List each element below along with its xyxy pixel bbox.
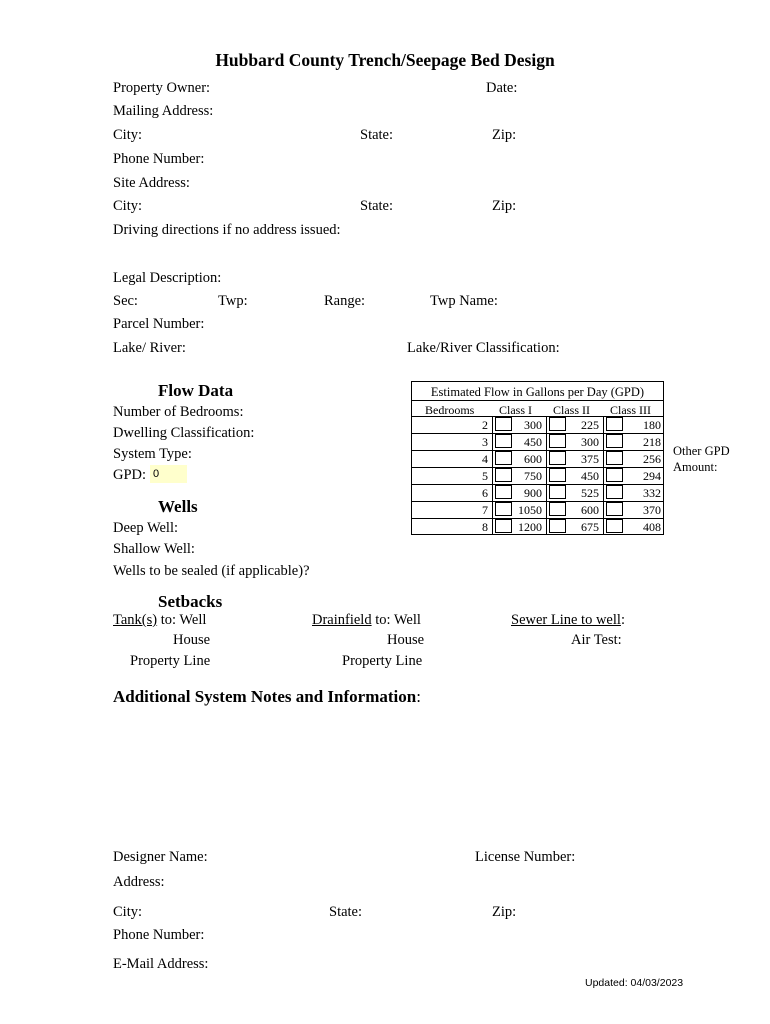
wells-sealed-label: Wells to be sealed (if applicable)? xyxy=(113,563,310,579)
designer-city-label: City: xyxy=(113,904,143,920)
site-zip-label: Zip: xyxy=(492,198,517,214)
table-row: 6 900 525 332 xyxy=(412,484,663,501)
tank-setback-property-label: Property Line xyxy=(130,653,211,669)
dwelling-classification-label: Dwelling Classification: xyxy=(113,425,255,441)
class-ii-checkbox[interactable] xyxy=(549,468,566,482)
class-ii-checkbox[interactable] xyxy=(549,434,566,448)
air-test-label: Air Test: xyxy=(571,632,622,648)
other-gpd-amount-label: Other GPD Amount: xyxy=(673,444,730,474)
sewer-line-to-well-label: Sewer Line to well: xyxy=(511,612,625,628)
mailing-address-label: Mailing Address: xyxy=(113,103,214,119)
class-i-checkbox[interactable] xyxy=(495,417,512,431)
table-row: 4 600 375 256 xyxy=(412,450,663,467)
col-header-bedrooms: Bedrooms xyxy=(425,403,475,417)
class-ii-checkbox[interactable] xyxy=(549,502,566,516)
drainfield-setback-property-label: Property Line xyxy=(342,653,423,669)
class-i-checkbox[interactable] xyxy=(495,485,512,499)
class-ii-checkbox[interactable] xyxy=(549,519,566,533)
designer-address-label: Address: xyxy=(113,874,165,890)
parcel-number-label: Parcel Number: xyxy=(113,316,205,332)
zip-label: Zip: xyxy=(492,127,517,143)
col-header-class-i: Class I xyxy=(499,403,532,417)
state-label: State: xyxy=(360,127,394,143)
class-iii-checkbox[interactable] xyxy=(606,519,623,533)
class-iii-checkbox[interactable] xyxy=(606,485,623,499)
drainfield-setback-well-label: Drainfield to: Well xyxy=(312,612,421,628)
class-ii-checkbox[interactable] xyxy=(549,485,566,499)
class-ii-checkbox[interactable] xyxy=(549,417,566,431)
property-owner-label: Property Owner: xyxy=(113,80,211,96)
updated-date: Updated: 04/03/2023 xyxy=(585,977,684,989)
additional-notes-heading: Additional System Notes and Information: xyxy=(113,687,421,706)
twp-label: Twp: xyxy=(218,293,248,309)
table-row: 2 300 225 180 xyxy=(412,416,663,433)
designer-email-label: E-Mail Address: xyxy=(113,956,209,972)
lake-river-label: Lake/ River: xyxy=(113,340,186,356)
legal-description-label: Legal Description: xyxy=(113,270,222,286)
flow-data-heading: Flow Data xyxy=(158,381,234,400)
class-i-checkbox[interactable] xyxy=(495,502,512,516)
bedrooms-label: Number of Bedrooms: xyxy=(113,404,244,420)
class-ii-checkbox[interactable] xyxy=(549,451,566,465)
system-type-label: System Type: xyxy=(113,446,192,462)
table-row: 5 750 450 294 xyxy=(412,467,663,484)
designer-phone-label: Phone Number: xyxy=(113,927,205,943)
site-state-label: State: xyxy=(360,198,394,214)
class-i-checkbox[interactable] xyxy=(495,451,512,465)
class-iii-checkbox[interactable] xyxy=(606,502,623,516)
lake-river-classification-label: Lake/River Classification: xyxy=(407,340,560,356)
table-row: 7 1050 600 370 xyxy=(412,501,663,518)
sec-label: Sec: xyxy=(113,293,138,309)
designer-zip-label: Zip: xyxy=(492,904,517,920)
class-iii-checkbox[interactable] xyxy=(606,417,623,431)
city-label: City: xyxy=(113,127,143,143)
phone-number-label: Phone Number: xyxy=(113,151,205,167)
range-label: Range: xyxy=(324,293,366,309)
deep-well-label: Deep Well: xyxy=(113,520,179,536)
setbacks-heading: Setbacks xyxy=(158,592,223,611)
shallow-well-label: Shallow Well: xyxy=(113,541,195,557)
tank-setback-well-label: Tank(s) to: Well xyxy=(113,612,207,628)
class-iii-checkbox[interactable] xyxy=(606,451,623,465)
class-i-checkbox[interactable] xyxy=(495,519,512,533)
gpd-label: GPD: xyxy=(113,467,147,483)
gpd-field[interactable]: 0 xyxy=(150,465,187,483)
form-title: Hubbard County Trench/Seepage Bed Design xyxy=(215,50,555,70)
tank-setback-house-label: House xyxy=(173,632,211,648)
estimated-flow-table xyxy=(411,381,664,535)
col-header-class-iii: Class III xyxy=(610,403,651,417)
drainfield-setback-house-label: House xyxy=(387,632,425,648)
date-label: Date: xyxy=(486,80,518,96)
twp-name-label: Twp Name: xyxy=(430,293,498,309)
wells-heading: Wells xyxy=(158,497,198,516)
flow-table-caption: Estimated Flow in Gallons per Day (GPD) xyxy=(430,385,645,399)
driving-directions-label: Driving directions if no address issued: xyxy=(113,222,341,238)
class-iii-checkbox[interactable] xyxy=(606,434,623,448)
table-row: 3 450 300 218 xyxy=(412,433,663,450)
site-city-label: City: xyxy=(113,198,143,214)
license-number-label: License Number: xyxy=(475,849,576,865)
col-header-class-ii: Class II xyxy=(553,403,590,417)
table-row: 8 1200 675 408 xyxy=(412,518,663,535)
class-iii-checkbox[interactable] xyxy=(606,468,623,482)
site-address-label: Site Address: xyxy=(113,175,190,191)
class-i-checkbox[interactable] xyxy=(495,434,512,448)
class-i-checkbox[interactable] xyxy=(495,468,512,482)
designer-state-label: State: xyxy=(329,904,363,920)
designer-name-label: Designer Name: xyxy=(113,849,208,865)
